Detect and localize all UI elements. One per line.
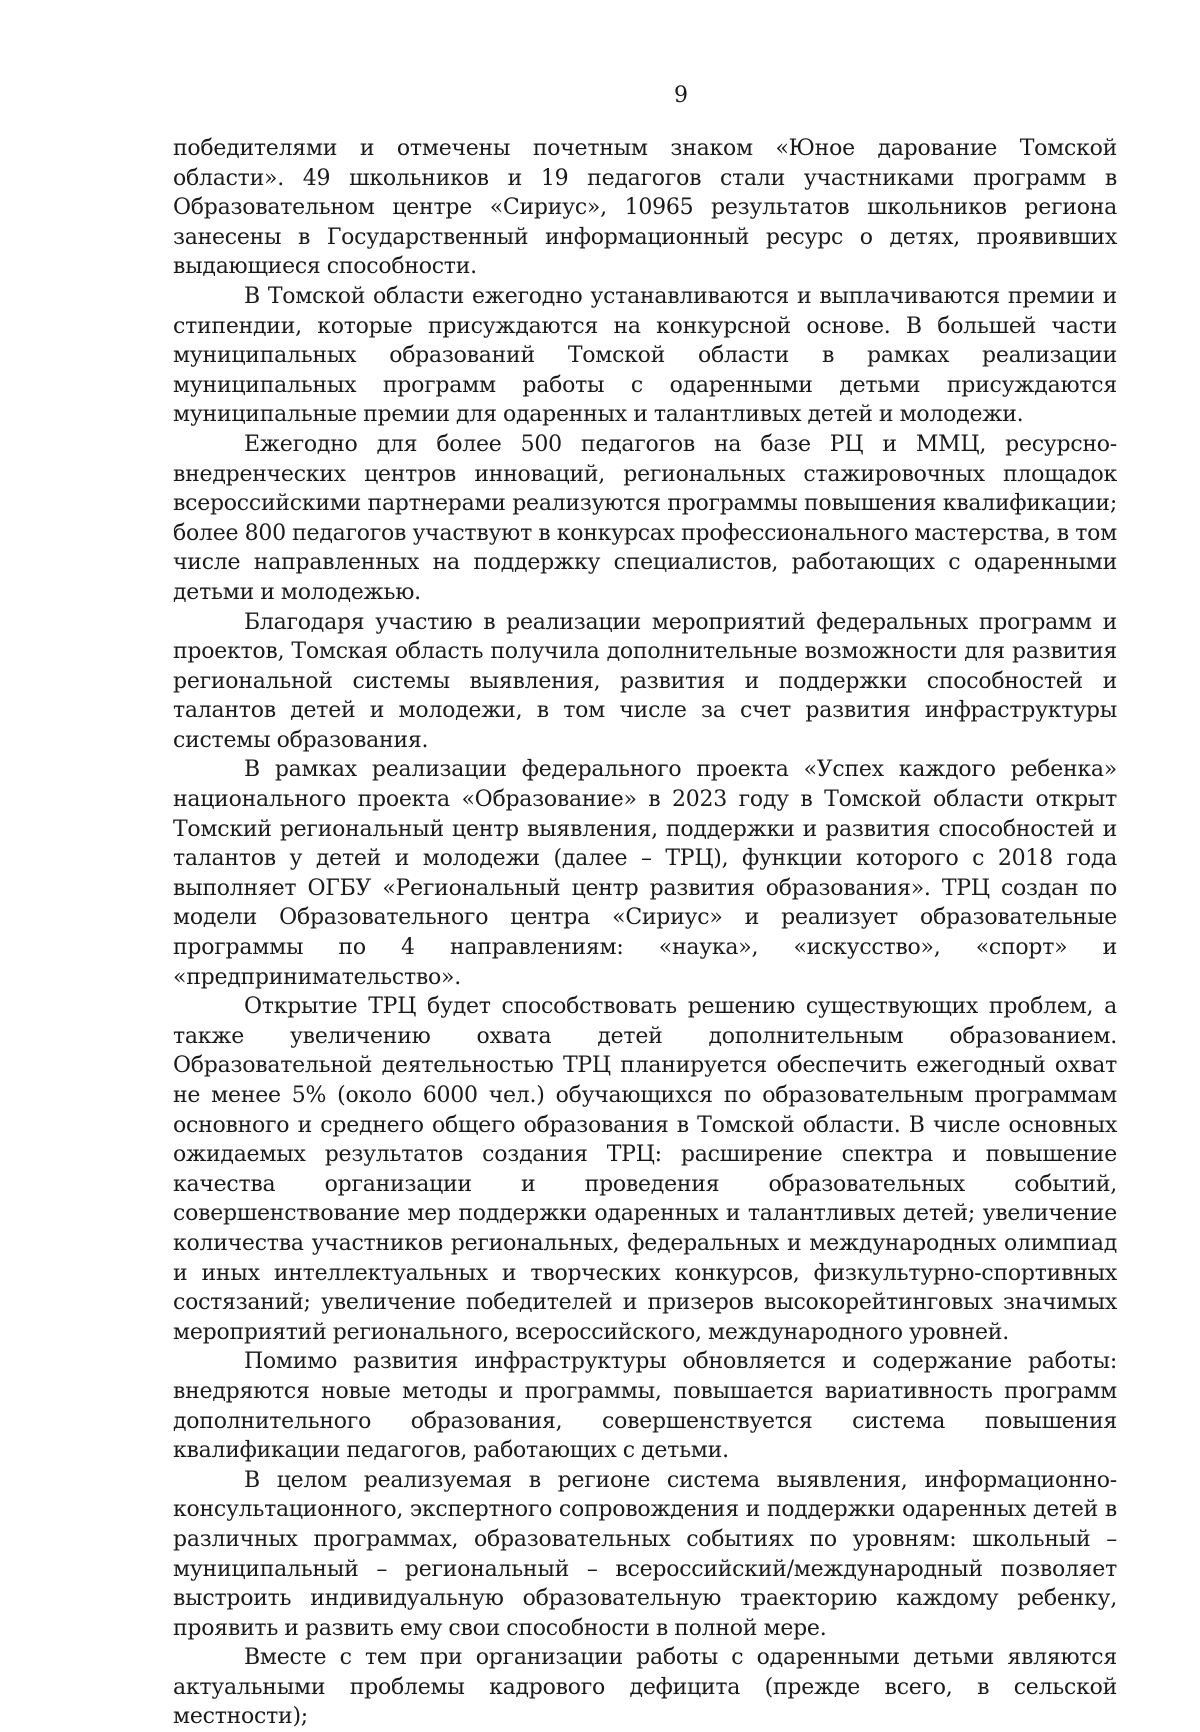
paragraph-trc-expected-results: Открытие ТРЦ будет способствовать решению существующих проблем, а также увеличению охвата детей дополнительным образованием. Образовательной деятельностью ТРЦ планируется обеспечить ежегодный охват не менее 5% (около 6000 чел.) обучающихся по образовательным программам основного и среднего общего образования в Томской области. В числе основных ожидаемых результатов создания ТРЦ: расширение спектра и повышение качества организации и проведения образовательных событий, совершенствование мер поддержки одаренных и талантливых детей; увеличение количества участников региональных, федеральных и международных олимпиад и иных интеллектуальных и творческих конкурсов, физкультурно-спортивных состязаний; увеличение победителей и призеров высокорейтинговых значимых мероприятий регионального, всероссийского, международного уровней. (173, 994, 1117, 1345)
paragraph-teacher-training: Ежегодно для более 500 педагогов на базе РЦ и ММЦ, ресурсно-внедренческих центров инноваций, региональных стажировочных площадок всероссийскими партнерами реализуются программы повышения квалификации; более 800 педагогов участвуют в конкурсах профессионального мастерства, в том числе направленных на поддержку специалистов, работающих с одаренными детьми и молодежью. (173, 431, 1117, 605)
document-body (173, 134, 1117, 1732)
paragraph-continued: победителями и отмечены почетным знаком «Юное дарование Томской области». 49 школьников и 19 педагогов стали участниками программ в Образовательном центре «Сириус», 10965 результатов школьников региона занесены в Государственный информационный ресурс о детях, проявивших выдающиеся способности. (173, 136, 1117, 280)
paragraph-prizes-scholarships: В Томской области ежегодно устанавливаются и выплачиваются премии и стипендии, которые присуждаются на конкурсной основе. В большей части муниципальных образований Томской области в рамках реализации муниципальных программ работы с одаренными детьми присуждаются муниципальные премии для одаренных и талантливых детей и молодежи. (173, 283, 1117, 428)
paragraph-trc-opening: В рамках реализации федерального проекта «Успех каждого ребенка» национального проекта «Образование» в 2023 году в Томской области открыт Томский региональный центр выявления, поддержки и развития способностей и талантов у детей и молодежи (далее – ТРЦ), функции которого с 2018 года выполняет ОГБУ «Региональный центр развития образования». ТРЦ создан по модели Образовательного центра «Сириус» и реализует образовательные программы по 4 направлениям: «наука», «искусство», «спорт» и «предпринимательство». (173, 757, 1117, 990)
paragraph-regional-system: В целом реализуемая в регионе система выявления, информационно-консультационного, экспертного сопровождения и поддержки одаренных детей в различных программах, образовательных событиях по уровням: школьный – муниципальный – региональный – всероссийский/международный позволяет выстроить индивидуальную образовательную траекторию каждому ребенку, проявить и развить ему свои способности в полной мере. (173, 1467, 1117, 1641)
page-number: 9 (674, 83, 688, 108)
paragraph-federal-programs: Благодаря участию в реализации мероприятий федеральных программ и проектов, Томская область получила дополнительные возможности для развития региональной системы выявления, развития и поддержки способностей и талантов детей и молодежи, в том числе за счет развития инфраструктуры системы образования. (173, 609, 1117, 753)
paragraph-problems: Вместе с тем при организации работы с одаренными детьми являются актуальными проблемы кадрового дефицита (прежде всего, в сельской местности); (173, 1645, 1117, 1730)
paragraph-content-update: Помимо развития инфраструктуры обновляется и содержание работы: внедряются новые методы и программы, повышается вариативность программ дополнительного образования, совершенствуется система повышения квалификации педагогов, работающих с детьми. (173, 1349, 1117, 1464)
